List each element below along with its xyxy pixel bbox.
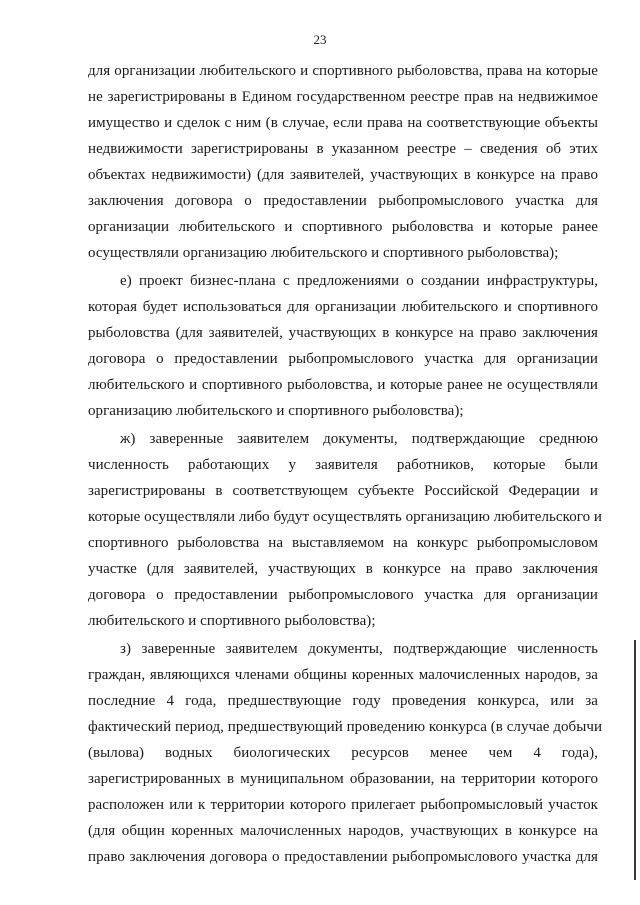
text-line: зарегистрированных в муниципальном образовании, на территории которого <box>88 771 598 787</box>
text-line: участке (для заявителей, участвующих в конкурсе на право заключения <box>88 561 598 577</box>
text-line: (для общин коренных малочисленных народов, участвующих в конкурсе на <box>88 823 598 839</box>
text-line: организацию любительского и спортивного рыболовства); <box>88 403 464 419</box>
text-line: последние 4 года, предшествующие году проведения конкурса, или за <box>88 693 598 709</box>
text-line: зарегистрированы в соответствующем субъекте Российской Федерации и <box>88 483 598 499</box>
text-line: з) заверенные заявителем документы, подтверждающие численность <box>120 641 598 657</box>
text-line: ж) заверенные заявителем документы, подтверждающие среднюю <box>120 431 598 447</box>
text-line: договора о предоставлении рыбопромыслового участка для организации <box>88 351 598 367</box>
text-line: (вылова) водных биологических ресурсов менее чем 4 года), <box>88 745 598 761</box>
text-line: недвижимости зарегистрированы в указанном реестре – сведения об этих <box>88 141 598 157</box>
text-line: спортивного рыболовства на выставляемом на конкурс рыбопромысловом <box>88 535 598 551</box>
text-line: организации любительского и спортивного рыболовства и которые ранее <box>88 219 598 235</box>
scan-edge-mark <box>634 640 636 880</box>
text-line: которая будет использоваться для организации любительского и спортивного <box>88 299 598 315</box>
text-line: договора о предоставлении рыбопромыслового участка для организации <box>88 587 598 603</box>
text-line: осуществляли организацию любительского и спортивного рыболовства); <box>88 245 559 261</box>
text-line: е) проект бизнес-плана с предложениями о создании инфраструктуры, <box>120 273 598 289</box>
paragraph-item-zh <box>88 426 603 634</box>
text-line: заключения договора о предоставлении рыбопромыслового участка для <box>88 193 598 209</box>
text-line: право заключения договора о предоставлении рыбопромыслового участка для <box>88 849 598 865</box>
text-line: имущество и сделок с ним (в случае, если права на соответствующие объекты <box>88 115 598 131</box>
page-number: 23 <box>313 32 327 47</box>
text-line: любительского и спортивного рыболовства, и которые ранее не осуществляли <box>88 377 598 393</box>
text-line: не зарегистрированы в Едином государственном реестре прав на недвижимое <box>88 89 598 105</box>
text-line: граждан, являющихся членами общины коренных малочисленных народов, за <box>88 667 598 683</box>
paragraph-item-z <box>88 636 603 870</box>
text-line: для организации любительского и спортивного рыболовства, права на которые <box>88 63 598 79</box>
text-line: объектах недвижимости) (для заявителей, участвующих в конкурсе на право <box>88 167 598 183</box>
text-line: которые осуществляли либо будут осуществлять организацию любительского и <box>88 509 603 525</box>
text-line: численность работающих у заявителя работников, которые были <box>88 457 598 473</box>
text-line: любительского и спортивного рыболовства); <box>88 613 376 629</box>
text-line: расположен или к территории которого прилегает рыбопромысловый участок <box>88 797 598 813</box>
text-line: рыболовства (для заявителей, участвующих в конкурсе на право заключения <box>88 325 598 341</box>
paragraph-continuation <box>88 58 598 266</box>
document-body <box>88 58 603 870</box>
paragraph-item-e <box>88 268 598 424</box>
text-line: фактический период, предшествующий проведению конкурса (в случае добычи <box>88 719 603 735</box>
